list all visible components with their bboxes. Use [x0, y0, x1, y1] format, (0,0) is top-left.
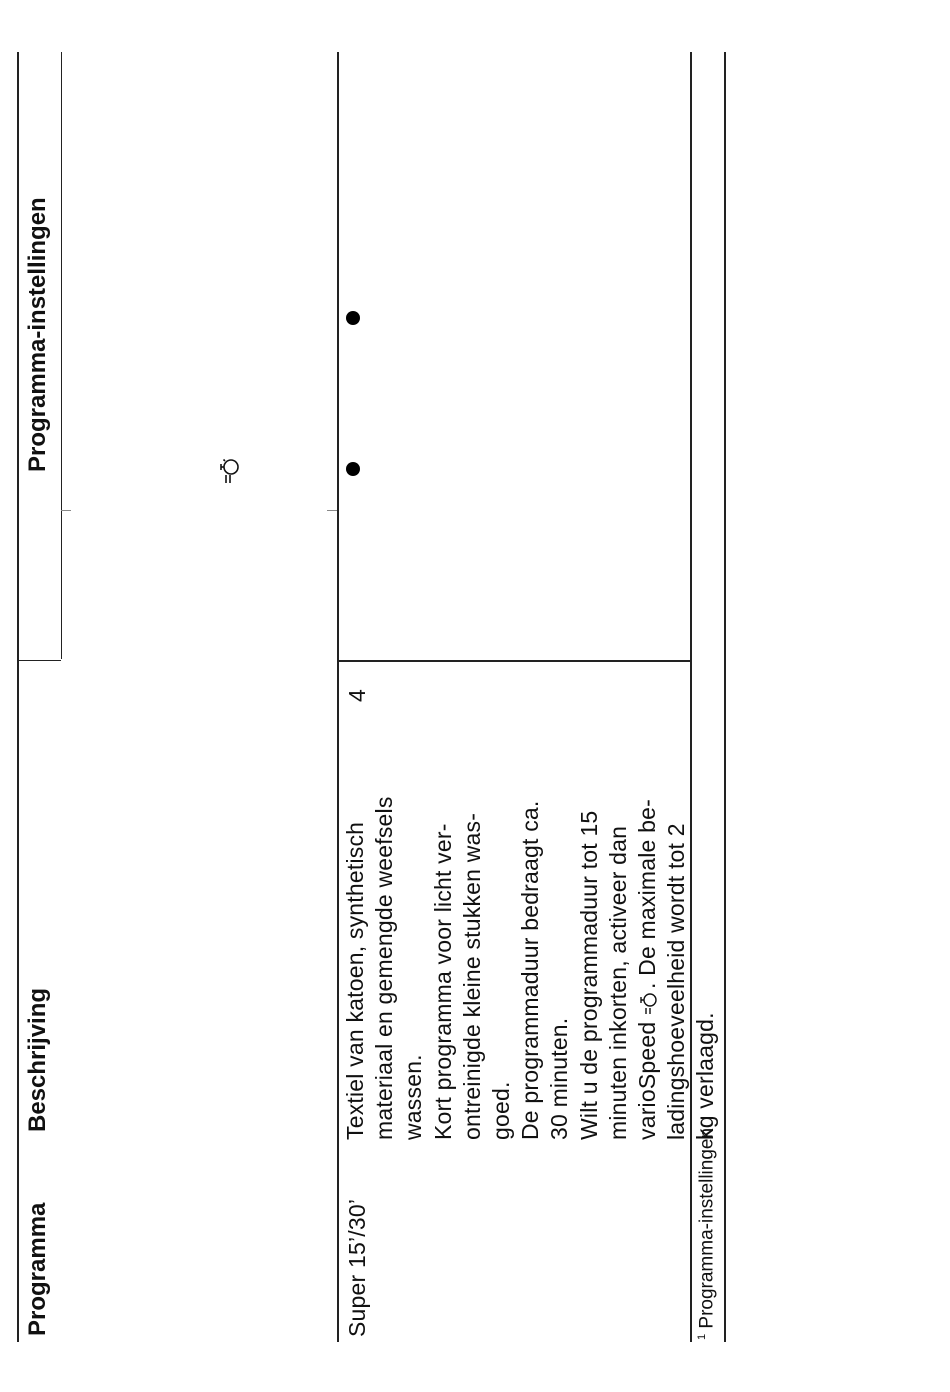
description-line: kg verlaagd. [692, 1012, 719, 1140]
description-line: Textiel van katoen, synthetisch [342, 821, 368, 1140]
description-line: goed. [488, 1081, 515, 1140]
description-line-variospeed [633, 796, 662, 1140]
description-line: minuten inkorten, activeer dan [604, 825, 631, 1140]
description-line: wassen. [400, 1054, 427, 1140]
column-separator-settings-header [17, 660, 61, 661]
settings-subcolumn-tick-1 [61, 510, 71, 511]
header-separator [61, 52, 62, 659]
variospeed-label-after: . De maximale be- [634, 799, 661, 990]
variospeed-icon [214, 455, 246, 487]
description-line: 30 minuten. [546, 1017, 573, 1140]
description-line: Kort programma voor licht ver- [429, 823, 456, 1140]
table-left-border [17, 52, 19, 1342]
description-line: materiaal en gemengde weefsels [371, 796, 398, 1140]
row-program-name: Super 15’/30’ [344, 1198, 370, 1337]
description-line: Wilt u de programmaduur tot 15 [575, 810, 602, 1140]
settings-dot-2 [346, 311, 360, 325]
column-separator-settings [337, 660, 690, 662]
variospeed-label-before: varioSpeed [634, 1015, 661, 1140]
footnote [696, 1128, 718, 1340]
row-max-load: 4 [344, 689, 370, 702]
settings-dot-variospeed [346, 462, 360, 476]
header-program: Programma [24, 1202, 51, 1336]
variospeed-inline-icon [636, 989, 656, 1015]
footnote-right-border [724, 52, 726, 1342]
header-settings: Programma-instellingen [24, 197, 51, 472]
row-separator [337, 52, 339, 1342]
settings-subcolumn-tick-2 [327, 510, 337, 511]
footnote-text: Programma-instellingen [696, 1127, 718, 1329]
description-line: De programmaduur bedraagt ca. [517, 800, 544, 1140]
table-right-border [690, 52, 692, 1342]
footnote-marker: 1 [696, 1333, 708, 1340]
description-line: ontreinigde kleine stukken was- [458, 812, 485, 1140]
description-line: ladingshoeveelheid wordt tot 2 [663, 823, 690, 1140]
row-description [341, 796, 721, 1140]
header-description: Beschrijving [24, 987, 51, 1132]
